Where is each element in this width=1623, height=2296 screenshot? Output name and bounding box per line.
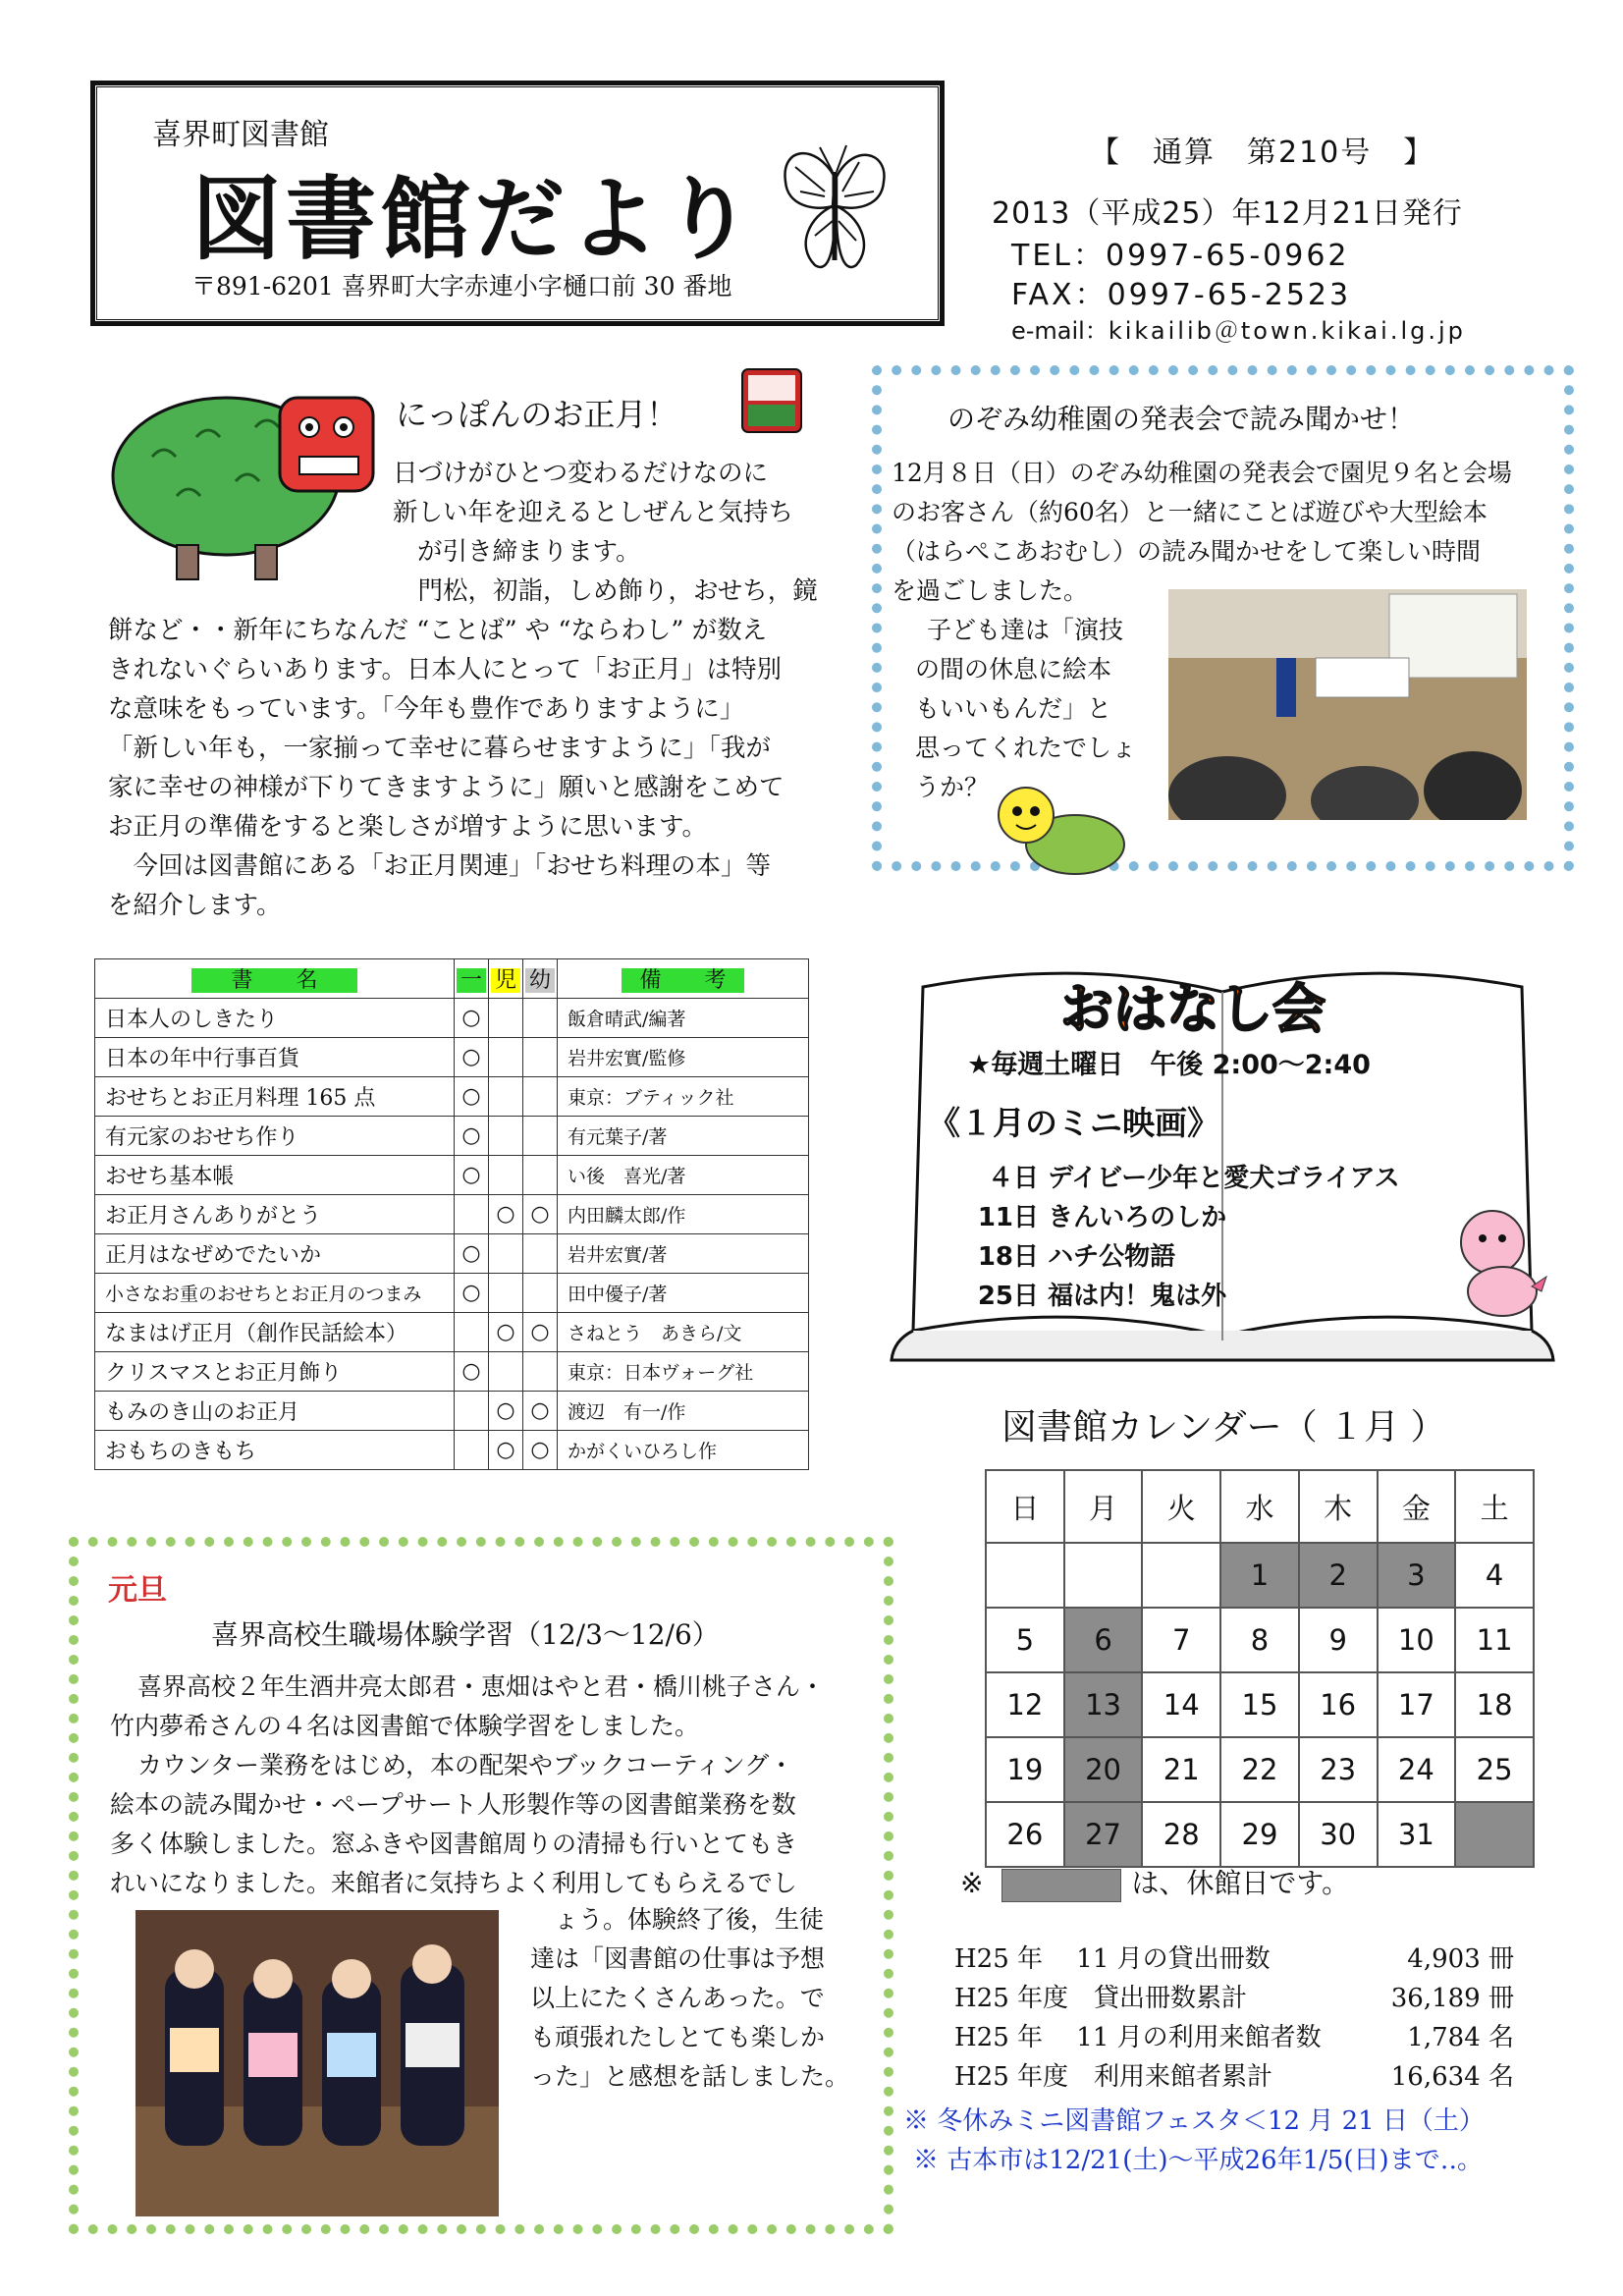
ohanashi-title: おはなし会 <box>1060 978 1325 1040</box>
calendar-day: 1 <box>1220 1543 1299 1608</box>
general-mark: ○ <box>455 1038 489 1077</box>
calendar-day <box>986 1543 1064 1608</box>
hs-line-2: 竹内夢希さんの４名は図書館で体験学習をしました。 <box>110 1712 700 1740</box>
calendar-day: 26 <box>986 1802 1064 1867</box>
library-stats <box>954 1937 1514 2094</box>
header-title-cell <box>95 959 455 999</box>
header-preschool-cell <box>523 959 558 999</box>
book-title: お正月さんありがとう <box>95 1195 455 1234</box>
calendar-day: 16 <box>1299 1672 1378 1737</box>
book-row <box>95 1234 809 1274</box>
preschool-mark: ○ <box>523 1431 558 1470</box>
book-row <box>95 1195 809 1234</box>
hs-side-1: ょう。体験終了後，生徒 <box>554 1905 825 1934</box>
newyear-line-5: 餅など・・新年にちなんだ “ことば” や “ならわし” が数え <box>108 616 768 645</box>
calendar-note-mark: ※ <box>960 1867 984 1899</box>
email-address: kikailib＠town.kikai.lg.jp <box>1108 317 1466 345</box>
newyear-line-2: 新しい年を迎えるとしぜんと気持ち <box>393 498 794 527</box>
calendar-day: 9 <box>1299 1608 1378 1672</box>
stat-value: 1,784 名 <box>1407 2022 1514 2052</box>
hs-side-5: った」と感想を話しました。 <box>530 2062 850 2091</box>
calendar-day: 17 <box>1378 1672 1456 1737</box>
kg-line-9: うか？ <box>915 773 990 801</box>
general-mark: ○ <box>455 1352 489 1392</box>
book-note: かがくいひろし作 <box>558 1431 809 1470</box>
calendar-week <box>986 1737 1534 1802</box>
book-row <box>95 1274 809 1313</box>
preschool-mark <box>523 1077 558 1117</box>
butterfly-icon <box>776 137 893 285</box>
general-mark: ○ <box>455 1117 489 1156</box>
book-title: 有元家のおせち作り <box>95 1117 455 1156</box>
child-mark <box>489 1077 523 1117</box>
kg-line-8: 思ってくれたでしょ <box>915 734 1137 762</box>
calendar-day: 18 <box>1455 1672 1534 1737</box>
preschool-mark <box>523 1156 558 1195</box>
calendar-day: 31 <box>1378 1802 1456 1867</box>
general-mark <box>455 1392 489 1431</box>
stat-row <box>954 2015 1514 2054</box>
closed-day-swatch <box>1001 1869 1121 1902</box>
newyear-body <box>108 454 820 925</box>
book-note: 東京：ブティック社 <box>558 1077 809 1117</box>
header-title: 書 名 <box>191 968 356 993</box>
book-title: おせちとお正月料理 165 点 <box>95 1077 455 1117</box>
kg-line-3: （はらぺこあおむし）の読み聞かせをして楽しい時間 <box>892 537 1482 566</box>
calendar-day: 6 <box>1064 1608 1143 1672</box>
library-calendar <box>985 1469 1535 1868</box>
book-row <box>95 1431 809 1470</box>
hs-line-4: 絵本の読み聞かせ・ペープサート人形製作等の図書館業務を数 <box>110 1790 796 1819</box>
stat-value: 36,189 冊 <box>1390 1983 1514 2013</box>
book-note: 田中優子/著 <box>558 1274 809 1313</box>
child-mark: ○ <box>489 1195 523 1234</box>
film-item: 25日 福は内！鬼は外 <box>977 1282 1227 1311</box>
calendar-day: 25 <box>1455 1737 1534 1802</box>
newyear-heading: にっぽんのお正月！ <box>396 396 678 433</box>
calendar-day <box>1455 1802 1534 1867</box>
weekday-1: 月 <box>1064 1470 1143 1543</box>
general-mark: ○ <box>455 1234 489 1274</box>
film-item: 11日 きんいろのしか <box>977 1203 1227 1232</box>
calendar-week <box>986 1672 1534 1737</box>
weekday-5: 金 <box>1378 1470 1456 1543</box>
calendar-day: 22 <box>1220 1737 1299 1802</box>
stat-row <box>954 2054 1514 2094</box>
header-notes: 備 考 <box>622 968 743 993</box>
weekday-3: 水 <box>1220 1470 1299 1543</box>
hs-line-3: カウンター業務をはじめ，本の配架やブックコーティング・ <box>137 1751 794 1779</box>
book-row <box>95 999 809 1038</box>
newyear-line-3: が引き締まります。 <box>417 537 641 567</box>
preschool-mark <box>523 1234 558 1274</box>
caterpillar-leaf-icon <box>982 776 1129 884</box>
header-child-cell <box>489 959 523 999</box>
newyear-line-8: 「新しい年も，一家揃って幸せに暮らせますように」「我が <box>108 734 771 763</box>
book-row <box>95 1117 809 1156</box>
child-mark <box>489 1156 523 1195</box>
hs-side-3: 以上にたくさんあった。で <box>530 1984 825 2012</box>
book-note: 岩井宏實/著 <box>558 1234 809 1274</box>
child-mark <box>489 1234 523 1274</box>
stat-value: 16,634 名 <box>1390 2061 1514 2092</box>
issue-number: 【 通算 第210号 】 <box>1090 136 1435 170</box>
calendar-week <box>986 1543 1534 1608</box>
book-title: クリスマスとお正月飾り <box>95 1352 455 1392</box>
preschool-mark <box>523 1038 558 1077</box>
calendar-day: 13 <box>1064 1672 1143 1737</box>
calendar-day: 11 <box>1455 1608 1534 1672</box>
calendar-day: 14 <box>1142 1672 1220 1737</box>
general-mark: ○ <box>455 1156 489 1195</box>
stat-row <box>954 1976 1514 2015</box>
kg-line-1: 12月８日（日）のぞみ幼稚園の発表会で園児９名と会場 <box>892 459 1512 487</box>
newyear-line-12: を紹介します。 <box>108 891 282 920</box>
preschool-mark <box>523 999 558 1038</box>
general-mark <box>455 1313 489 1352</box>
calendar-day: 3 <box>1378 1543 1456 1608</box>
notices <box>903 2102 1485 2180</box>
kg-line-7: もいいもんだ」と <box>915 694 1112 723</box>
newsletter-title: 図書館だより <box>191 167 758 272</box>
calendar-note-text: は、休館日です。 <box>1131 1867 1350 1899</box>
stat-label: H25 年度 貸出冊数累計 <box>954 1983 1248 2013</box>
calendar-day: 10 <box>1378 1608 1456 1672</box>
book-row <box>95 1352 809 1392</box>
book-row <box>95 1313 809 1352</box>
calendar-week <box>986 1802 1534 1867</box>
book-note: 渡辺 有一/作 <box>558 1392 809 1431</box>
calendar-week <box>986 1608 1534 1672</box>
newyear-line-4: 門松，初詣，しめ飾り，おせち，鏡 <box>417 576 818 606</box>
child-mark <box>489 999 523 1038</box>
library-name: 喜界町図書館 <box>152 118 329 152</box>
book-note: 岩井宏實/監修 <box>558 1038 809 1077</box>
header-notes-cell <box>558 959 809 999</box>
book-table <box>94 958 809 1470</box>
email-label: e-mail： <box>1011 317 1109 345</box>
library-address: 〒891-6201 喜界町大字赤連小字樋口前 30 番地 <box>191 272 732 301</box>
book-note: 有元葉子/著 <box>558 1117 809 1156</box>
calendar-day: 23 <box>1299 1737 1378 1802</box>
calendar-day: 28 <box>1142 1802 1220 1867</box>
general-mark: ○ <box>455 1077 489 1117</box>
book-row <box>95 1077 809 1117</box>
calendar-day: 27 <box>1064 1802 1143 1867</box>
stat-value: 4,903 冊 <box>1407 1943 1514 1974</box>
header-general-cell <box>455 959 489 999</box>
child-mark: ○ <box>489 1392 523 1431</box>
calendar-weekday-row <box>986 1470 1534 1543</box>
general-mark: ○ <box>455 1274 489 1313</box>
child-mark <box>489 1038 523 1077</box>
book-row <box>95 1156 809 1195</box>
film-item: ４日 デイビー少年と愛犬ゴライアス <box>987 1164 1400 1193</box>
general-mark <box>455 1195 489 1234</box>
film-item: 18日 ハチ公物語 <box>977 1242 1176 1272</box>
notice-book-sale: ※ 古本市は12/21(土)～平成26年1/5(日)まで‥。 <box>913 2146 1484 2175</box>
calendar-day: 30 <box>1299 1802 1378 1867</box>
preschool-mark: ○ <box>523 1195 558 1234</box>
calendar-day <box>1064 1543 1143 1608</box>
preschool-mark <box>523 1274 558 1313</box>
book-note: い後 喜光/著 <box>558 1156 809 1195</box>
book-title: もみのき山のお正月 <box>95 1392 455 1431</box>
weekday-0: 日 <box>986 1470 1064 1543</box>
stat-row <box>954 1937 1514 1976</box>
header-preschool: 幼 <box>525 968 555 993</box>
weekday-4: 木 <box>1299 1470 1378 1543</box>
book-note: さねとう あきら/文 <box>558 1313 809 1352</box>
preschool-mark: ○ <box>523 1392 558 1431</box>
calendar-body <box>986 1543 1534 1867</box>
newyear-line-7: な意味をもっています。「今年も豊作でありますように」 <box>108 694 745 724</box>
calendar-day: 29 <box>1220 1802 1299 1867</box>
fax-line: FAX：0997-65-2523 <box>1011 278 1352 312</box>
osechi-box-icon <box>738 365 805 436</box>
calendar-day: 15 <box>1220 1672 1299 1737</box>
book-table-header-row <box>95 959 809 999</box>
kindergarten-heading: のぞみ幼稚園の発表会で読み聞かせ！ <box>947 403 1416 435</box>
kindergarten-photo <box>1168 589 1527 820</box>
calendar-day: 2 <box>1299 1543 1378 1608</box>
mini-film-title: 《１月のミニ映画》 <box>928 1104 1219 1142</box>
book-title: おせち基本帳 <box>95 1156 455 1195</box>
header-child: 児 <box>491 968 520 993</box>
book-row <box>95 1392 809 1431</box>
book-title: 正月はなぜめでたいか <box>95 1234 455 1274</box>
highschool-body <box>110 1667 876 1903</box>
child-mark <box>489 1117 523 1156</box>
book-title: なまはげ正月（創作民話絵本） <box>95 1313 455 1352</box>
calendar-day <box>1142 1543 1220 1608</box>
preschool-mark: ○ <box>523 1313 558 1352</box>
hs-side-2: 達は「図書館の仕事は予想 <box>530 1944 826 1973</box>
kg-line-5: 子ども達は「演技 <box>927 616 1124 644</box>
hs-line-6: れいになりました。来館者に気持ちよく利用してもらえるでし <box>110 1869 797 1897</box>
tel-line: TEL：0997-65-0962 <box>1011 239 1350 273</box>
general-mark: ○ <box>455 999 489 1038</box>
calendar-day: 5 <box>986 1608 1064 1672</box>
weekday-2: 火 <box>1142 1470 1220 1543</box>
book-title: おもちのきもち <box>95 1431 455 1470</box>
hs-line-1: 喜界高校２年生酒井亮太郎君・恵畑はやと君・橋川桃子さん・ <box>137 1672 826 1701</box>
calendar-day: 7 <box>1142 1608 1220 1672</box>
ohanashi-schedule: ★毎週土曜日 午後 2:00～2:40 <box>967 1050 1371 1080</box>
book-table-body <box>95 999 809 1470</box>
book-note: 飯倉晴武/編著 <box>558 999 809 1038</box>
hs-line-5: 多く体験しました。窓ふきや図書館周りの清掃も行いとてもき <box>110 1830 798 1858</box>
newyear-line-1: 日づけがひとつ変わるだけなのに <box>393 459 768 488</box>
child-mark <box>489 1352 523 1392</box>
students-photo <box>135 1910 499 2216</box>
book-note: 内田麟太郎/作 <box>558 1195 809 1234</box>
stat-label: H25 年度 利用来館者累計 <box>954 2061 1273 2092</box>
pink-bird-icon <box>1443 1203 1551 1321</box>
calendar-day: 4 <box>1455 1543 1534 1608</box>
child-mark <box>489 1274 523 1313</box>
calendar-day: 19 <box>986 1737 1064 1802</box>
calendar-day: 8 <box>1220 1608 1299 1672</box>
calendar-day: 12 <box>986 1672 1064 1737</box>
child-mark: ○ <box>489 1313 523 1352</box>
book-title: 日本の年中行事百貨 <box>95 1038 455 1077</box>
kg-line-4: を過ごしました。 <box>892 576 1089 605</box>
newyear-line-10: お正月の準備をすると楽しさが増すように思います。 <box>108 812 707 842</box>
calendar-title: 図書館カレンダー（ １月 ） <box>1001 1407 1446 1448</box>
book-row <box>95 1038 809 1077</box>
film-list <box>972 1159 1400 1316</box>
newyear-line-6: きれないぐらいあります。日本人にとって「お正月」は特別 <box>108 655 782 684</box>
notice-festa: ※ 冬休みミニ図書館フェスタ＜12 月 21 日（土） <box>903 2106 1485 2136</box>
preschool-mark <box>523 1117 558 1156</box>
newyear-line-9: 家に幸せの神様が下りてきますように」願いと感謝をこめて <box>108 773 784 802</box>
child-mark: ○ <box>489 1431 523 1470</box>
weekday-6: 土 <box>1455 1470 1534 1543</box>
calendar-day: 20 <box>1064 1737 1143 1802</box>
header-general: 一 <box>457 968 486 993</box>
calendar-day: 21 <box>1142 1737 1220 1802</box>
issue-date: 2013（平成25）年12月21日発行 <box>992 196 1463 231</box>
calendar-day: 24 <box>1378 1737 1456 1802</box>
newyear-line-11: 今回は図書館にある「お正月関連」「おせち料理の本」等 <box>133 851 771 881</box>
calendar-note <box>960 1862 1349 1902</box>
stat-label: H25 年 11 月の利用来館者数 <box>954 2022 1322 2052</box>
book-title: 小さなお重のおせちとお正月のつまみ <box>95 1274 455 1313</box>
preschool-mark <box>523 1352 558 1392</box>
hs-side-4: も頑張れたしとても楽しか <box>530 2023 826 2051</box>
book-note: 東京：日本ヴォーグ社 <box>558 1352 809 1392</box>
email-line <box>1011 311 1466 346</box>
highschool-side-text <box>530 1900 849 2097</box>
book-title: 日本人のしきたり <box>95 999 455 1038</box>
general-mark <box>455 1431 489 1470</box>
gantan-mark: 元旦 <box>108 1573 167 1608</box>
highschool-heading: 喜界高校生職場体験学習（12/3～12/6） <box>211 1618 720 1651</box>
kg-line-2: のお客さん（約60名）と一緒にことば遊びや大型絵本 <box>892 498 1488 526</box>
stat-label: H25 年 11 月の貸出冊数 <box>954 1943 1271 1974</box>
kg-line-6: の間の休息に絵本 <box>915 655 1112 683</box>
